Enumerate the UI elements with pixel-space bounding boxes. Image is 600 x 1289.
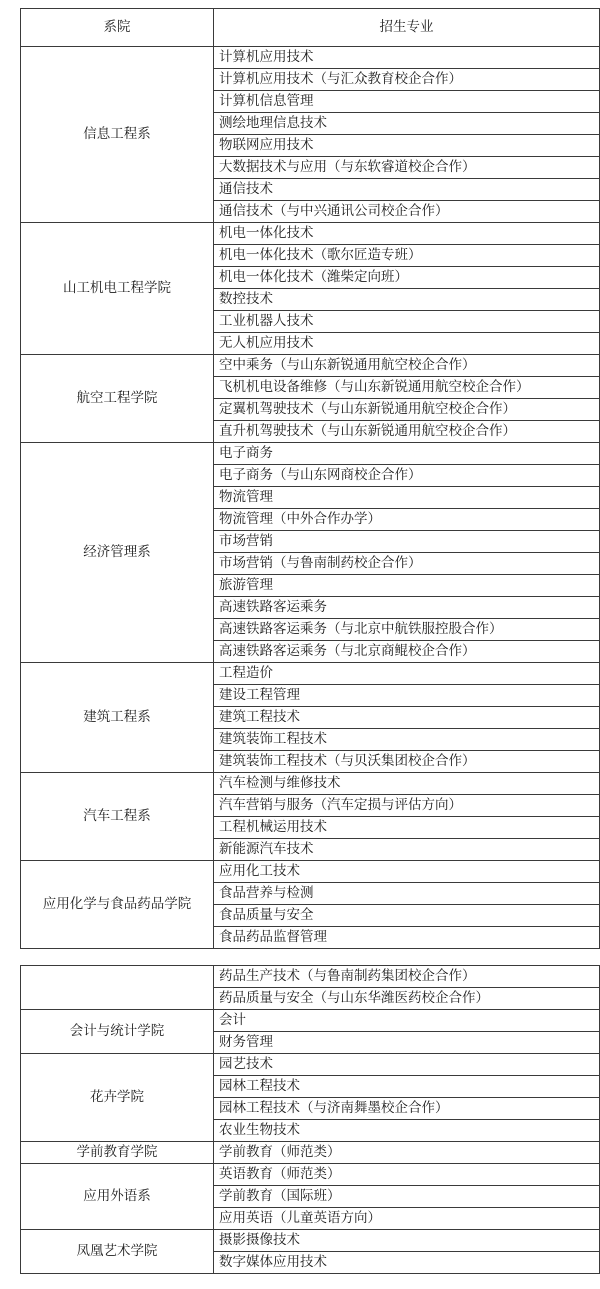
major-cell: 机电一体化技术（潍柴定向班）	[214, 267, 600, 289]
dept-cell: 学前教育学院	[21, 1142, 214, 1164]
major-cell: 建筑装饰工程技术（与贝沃集团校企合作）	[214, 751, 600, 773]
major-cell: 食品营养与检测	[214, 883, 600, 905]
major-cell: 园林工程技术（与济南舞墨校企合作）	[214, 1098, 600, 1120]
major-cell: 电子商务	[214, 443, 600, 465]
major-cell: 工程造价	[214, 663, 600, 685]
major-cell: 直升机驾驶技术（与山东新锐通用航空校企合作）	[214, 421, 600, 443]
major-cell: 汽车营销与服务（汽车定损与评估方向）	[214, 795, 600, 817]
table-row	[21, 1010, 600, 1032]
major-cell: 定翼机驾驶技术（与山东新锐通用航空校企合作）	[214, 399, 600, 421]
major-cell: 电子商务（与山东网商校企合作）	[214, 465, 600, 487]
major-cell: 高速铁路客运乘务	[214, 597, 600, 619]
major-cell: 建筑工程技术	[214, 707, 600, 729]
major-cell: 药品质量与安全（与山东华潍医药校企合作）	[214, 988, 600, 1010]
dept-cell: 凤凰艺术学院	[21, 1230, 214, 1274]
major-cell: 财务管理	[214, 1032, 600, 1054]
major-cell: 高速铁路客运乘务（与北京中航铁服控股合作）	[214, 619, 600, 641]
header-dept: 系院	[21, 9, 214, 47]
major-cell: 计算机应用技术	[214, 47, 600, 69]
major-cell: 园艺技术	[214, 1054, 600, 1076]
table-row	[21, 663, 600, 685]
major-cell: 英语教育（师范类）	[214, 1164, 600, 1186]
major-cell: 高速铁路客运乘务（与北京商鲲校企合作）	[214, 641, 600, 663]
table-row	[21, 966, 600, 988]
header-row	[21, 9, 600, 47]
major-cell: 通信技术	[214, 179, 600, 201]
major-cell: 建设工程管理	[214, 685, 600, 707]
dept-cell: 花卉学院	[21, 1054, 214, 1142]
major-cell: 会计	[214, 1010, 600, 1032]
major-cell: 物联网应用技术	[214, 135, 600, 157]
major-cell: 市场营销	[214, 531, 600, 553]
table-row	[21, 861, 600, 883]
table-row	[21, 773, 600, 795]
dept-cell: 应用外语系	[21, 1164, 214, 1230]
major-cell: 食品药品监督管理	[214, 927, 600, 949]
table-row	[21, 443, 600, 465]
major-cell: 学前教育（师范类）	[214, 1142, 600, 1164]
major-cell: 大数据技术与应用（与东软睿道校企合作）	[214, 157, 600, 179]
table-row	[21, 1142, 600, 1164]
dept-cell: 应用化学与食品药品学院	[21, 861, 214, 949]
major-cell: 无人机应用技术	[214, 333, 600, 355]
major-cell: 应用英语（儿童英语方向）	[214, 1208, 600, 1230]
major-cell: 机电一体化技术	[214, 223, 600, 245]
enrollment-table-part-2	[20, 965, 600, 1274]
major-cell: 旅游管理	[214, 575, 600, 597]
table-row	[21, 47, 600, 69]
major-cell: 物流管理（中外合作办学）	[214, 509, 600, 531]
table-row	[21, 1164, 600, 1186]
major-cell: 计算机信息管理	[214, 91, 600, 113]
dept-cell: 山工机电工程学院	[21, 223, 214, 355]
dept-cell: 会计与统计学院	[21, 1010, 214, 1054]
major-cell: 通信技术（与中兴通讯公司校企合作）	[214, 201, 600, 223]
major-cell: 摄影摄像技术	[214, 1230, 600, 1252]
major-cell: 农业生物技术	[214, 1120, 600, 1142]
major-cell: 机电一体化技术（歌尔匠造专班）	[214, 245, 600, 267]
major-cell: 建筑装饰工程技术	[214, 729, 600, 751]
dept-cell: 建筑工程系	[21, 663, 214, 773]
dept-cell: 经济管理系	[21, 443, 214, 663]
major-cell: 计算机应用技术（与汇众教育校企合作）	[214, 69, 600, 91]
major-cell: 食品质量与安全	[214, 905, 600, 927]
major-cell: 物流管理	[214, 487, 600, 509]
dept-cell: 航空工程学院	[21, 355, 214, 443]
dept-cell: 信息工程系	[21, 47, 214, 223]
table-row	[21, 1054, 600, 1076]
dept-cell	[21, 966, 214, 1010]
major-cell: 空中乘务（与山东新锐通用航空校企合作）	[214, 355, 600, 377]
table-row	[21, 223, 600, 245]
major-cell: 新能源汽车技术	[214, 839, 600, 861]
major-cell: 数字媒体应用技术	[214, 1252, 600, 1274]
major-cell: 园林工程技术	[214, 1076, 600, 1098]
major-cell: 学前教育（国际班）	[214, 1186, 600, 1208]
major-cell: 工业机器人技术	[214, 311, 600, 333]
table-row	[21, 1230, 600, 1252]
major-cell: 飞机机电设备维修（与山东新锐通用航空校企合作）	[214, 377, 600, 399]
major-cell: 药品生产技术（与鲁南制药集团校企合作）	[214, 966, 600, 988]
major-cell: 工程机械运用技术	[214, 817, 600, 839]
dept-cell: 汽车工程系	[21, 773, 214, 861]
table-row	[21, 355, 600, 377]
major-cell: 应用化工技术	[214, 861, 600, 883]
major-cell: 汽车检测与维修技术	[214, 773, 600, 795]
major-cell: 市场营销（与鲁南制药校企合作）	[214, 553, 600, 575]
enrollment-table-part-1	[20, 8, 600, 949]
major-cell: 测绘地理信息技术	[214, 113, 600, 135]
header-major: 招生专业	[214, 9, 600, 47]
major-cell: 数控技术	[214, 289, 600, 311]
